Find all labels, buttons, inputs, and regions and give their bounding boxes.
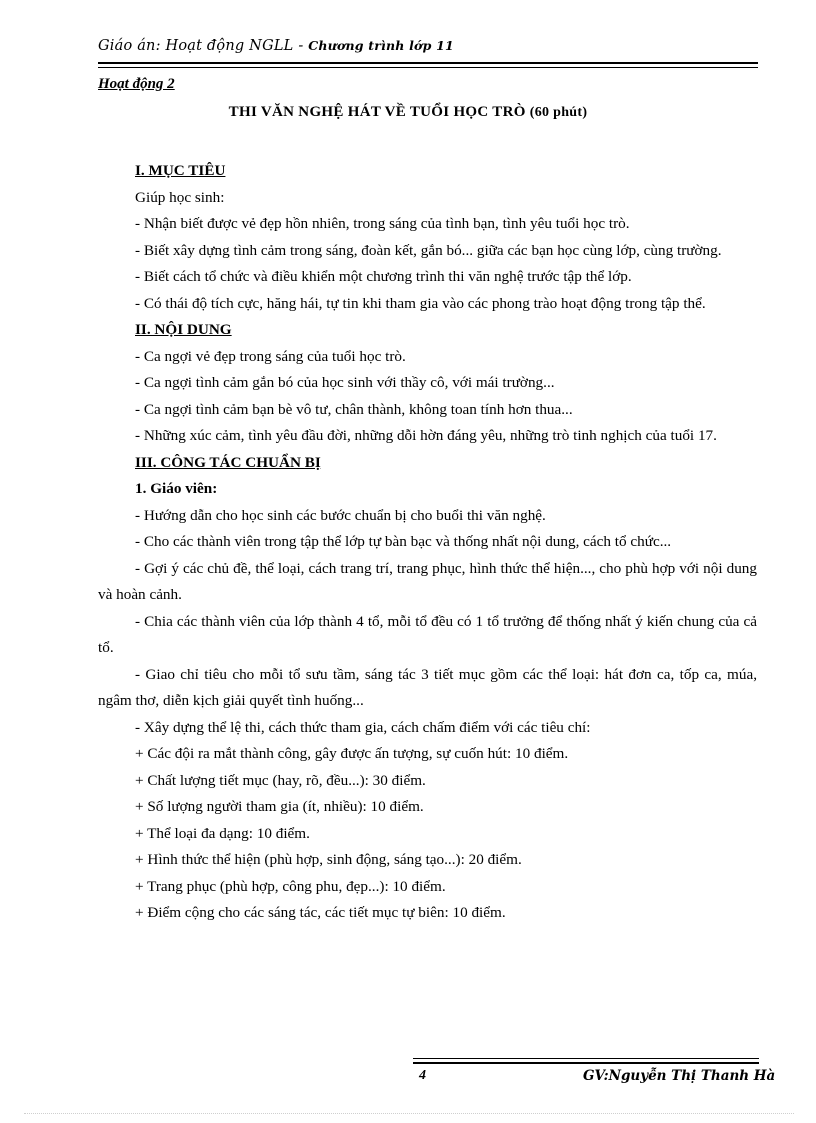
page-number: 4: [419, 1068, 426, 1083]
title-duration: (60 phút): [529, 105, 588, 120]
paragraph: - Nhận biết được vẻ đẹp hồn nhiên, trong sáng của tình bạn, tình yêu tuổi học trò.: [135, 215, 630, 232]
paragraph: - Ca ngợi vẻ đẹp trong sáng của tuổi học trò.: [135, 347, 406, 365]
criteria-item: + Số lượng người tham gia (ít, nhiều): 10 điểm.: [135, 798, 424, 815]
header-text: [98, 38, 758, 54]
header-rule-thin: [98, 67, 758, 68]
paragraph: - Biết xây dựng tình cảm trong sáng, đoàn kết, gắn bó... giữa các bạn học cùng lớp, cùng trường.: [135, 241, 722, 259]
header-sub: Chương trình lớp 11: [308, 38, 454, 53]
footer-rule-thick: [413, 1062, 759, 1064]
paragraph: - Biết cách tổ chức và điều khiển một chương trình thi văn nghệ trước tập thể lớp.: [135, 268, 632, 285]
paragraph: - Hướng dẫn cho học sinh các bước chuẩn bị cho buổi thi văn nghệ.: [135, 506, 546, 524]
paragraph: - Ca ngợi tình cảm gắn bó của học sinh với thầy cô, với mái trường...: [135, 374, 555, 391]
paragraph: - Xây dựng thể lệ thi, cách thức tham gia, cách chấm điểm với các tiêu chí:: [135, 718, 591, 736]
paragraph: - Có thái độ tích cực, hăng hái, tự tin khi tham gia vào các phong trào hoạt động trong tập thể.: [135, 294, 706, 312]
paragraph: - Gợi ý các chủ đề, thể loại, cách trang trí, trang phục, hình thức thể hiện..., cho phù hợp với nội dung và hoàn cảnh.: [98, 559, 757, 603]
footer-rule-thin: [413, 1058, 759, 1059]
criteria-item: + Thể loại đa dạng: 10 điểm.: [135, 824, 310, 842]
section-heading-noi-dung: II. NỘI DUNG: [135, 321, 232, 338]
page-edge-divider: [24, 1113, 794, 1114]
document-title: [0, 104, 816, 121]
criteria-item: + Chất lượng tiết mục (hay, rõ, đều...): 30 điểm.: [135, 771, 426, 789]
paragraph: - Giao chỉ tiêu cho mỗi tổ sưu tầm, sáng tác 3 tiết mục gồm các thể loại: hát đơn ca, tốp ca, múa, ngâm thơ, diễn kịch giải quyết tình huống...: [98, 665, 757, 709]
title-main: THI VĂN NGHỆ HÁT VỀ TUỔI HỌC TRÒ: [228, 104, 530, 120]
paragraph: - Những xúc cảm, tình yêu đầu đời, những dỗi hờn đáng yêu, những trò tinh nghịch của tuổi 17.: [135, 427, 717, 444]
section-heading-muc-tieu: I. MỤC TIÊU: [135, 162, 226, 179]
subsection-heading-giao-vien: 1. Giáo viên:: [135, 480, 218, 497]
paragraph: - Cho các thành viên trong tập thể lớp tự bàn bạc và thống nhất nội dung, cách tổ chức...: [135, 533, 672, 550]
criteria-item: + Hình thức thể hiện (phù hợp, sinh động, sáng tạo...): 20 điểm.: [135, 851, 522, 868]
activity-label: Hoạt động 2: [98, 76, 175, 92]
paragraph: Giúp học sinh:: [135, 188, 225, 206]
header-rule-thick: [98, 62, 758, 64]
paragraph: - Ca ngợi tình cảm bạn bè vô tư, chân thành, không toan tính hơn thua...: [135, 400, 573, 418]
section-heading-chuan-bi: III. CÔNG TÁC CHUẨN BỊ: [135, 453, 321, 471]
header-main: Giáo án: Hoạt động NGLL -: [98, 38, 309, 54]
criteria-item: + Trang phục (phù hợp, công phu, đẹp...): 10 điểm.: [135, 877, 446, 895]
criteria-item: + Các đội ra mắt thành công, gây được ấn tượng, sự cuốn hút: 10 điểm.: [135, 745, 569, 762]
document-body: [98, 158, 757, 927]
paragraph: - Chia các thành viên của lớp thành 4 tổ, mỗi tổ đều có 1 tổ trưởng để thống nhất ý kiến chung của cả tổ.: [98, 612, 757, 656]
criteria-item: + Điểm cộng cho các sáng tác, các tiết mục tự biên: 10 điểm.: [135, 904, 506, 921]
author-name: GV:Nguyễn Thị Thanh Hà: [583, 1068, 776, 1084]
page-header: [98, 38, 758, 54]
